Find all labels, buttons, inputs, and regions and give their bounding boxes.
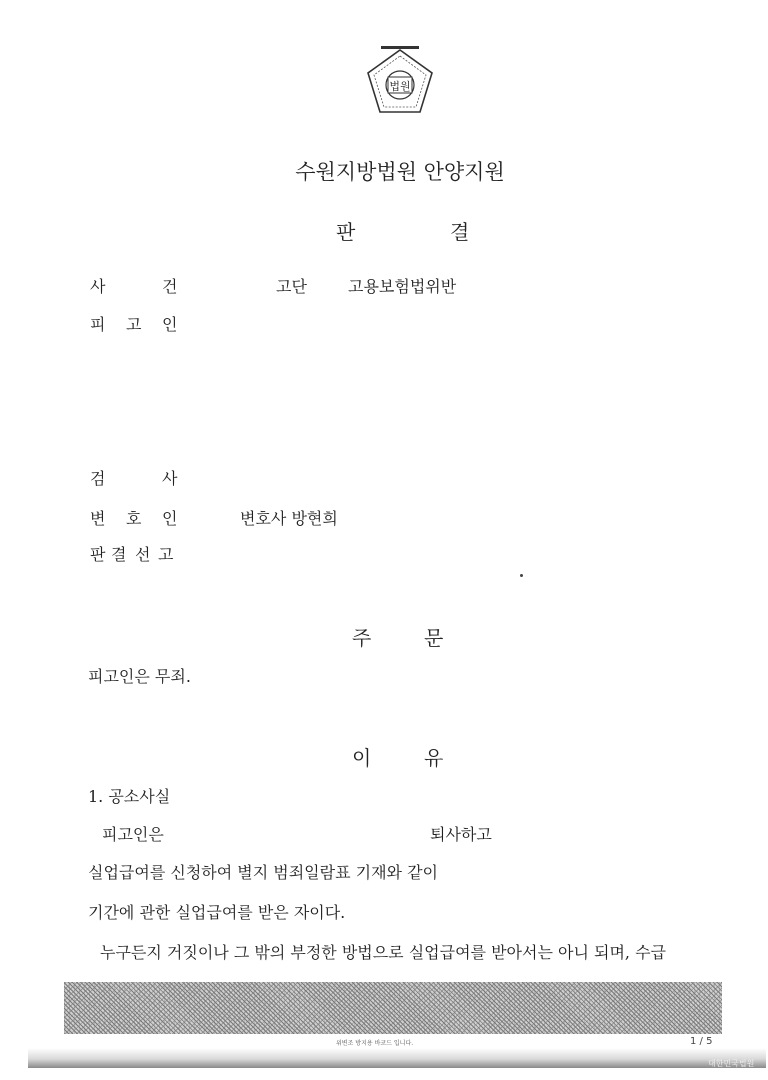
case-label-char-2: 건 [162,277,178,296]
document-title-char-1: 판 [336,220,356,244]
defendant-label-char-3: 인 [162,315,178,334]
body-line-2: 실업급여를 신청하여 별지 범죄일람표 기재와 같이 [88,863,439,882]
sentencing-label-char-3: 선 [135,545,151,564]
sentencing-label-char-2: 결 [111,545,127,564]
stray-mark [520,574,523,577]
para-1-start: 피고인은 [102,825,164,844]
barcode-caption: 위변조 방지용 바코드 입니다. [336,1040,414,1047]
reasons-heading-char-1: 이 [352,746,372,770]
seal-text: 법원 [389,80,411,93]
counsel-label-char-2: 호 [126,509,142,528]
reasons-heading-char-2: 유 [424,746,444,770]
section-1-title: 1. 공소사실 [88,787,171,806]
page-number: 1 / 5 [690,1036,713,1047]
case-number: 고단 [276,277,307,296]
defendant-label-char-2: 고 [126,315,142,334]
body-line-3: 기간에 관한 실업급여를 받은 자이다. [88,903,346,922]
ruling-heading-char-1: 주 [352,626,372,650]
court-name: 수원지방법원 안양지원 [295,160,505,184]
ruling-heading-char-2: 문 [424,626,444,650]
document-title-char-2: 결 [450,220,470,244]
case-name: 고용보험법위반 [348,277,457,296]
footer-mark: 대한민국법원 [708,1059,755,1068]
case-label-char-1: 사 [90,277,106,296]
sentencing-label-char-1: 판 [90,545,106,564]
footer-strip [28,1048,766,1068]
prosecutor-label-char-1: 검 [90,469,106,488]
para-1-end: 퇴사하고 [430,825,492,844]
body-line-4: 누구든지 거짓이나 그 밖의 부정한 방법으로 실업급여를 받아서는 아니 되며, 수급 [100,943,666,962]
defense-counsel-name: 변호사 방현희 [240,509,338,528]
court-seal-icon [360,42,440,122]
counsel-label-char-1: 변 [90,509,106,528]
counsel-label-char-3: 인 [162,509,178,528]
sentencing-label-char-4: 고 [158,545,174,564]
prosecutor-label-char-2: 사 [162,469,178,488]
defendant-label-char-1: 피 [90,315,106,334]
ruling-text: 피고인은 무죄. [88,667,191,686]
anti-forgery-barcode [64,982,722,1034]
